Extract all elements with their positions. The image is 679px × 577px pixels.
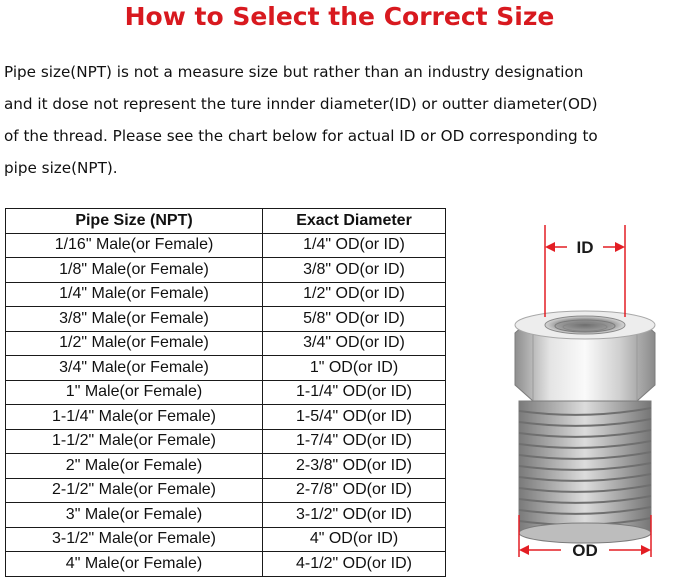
table-header-row (6, 209, 446, 234)
exact-diameter-cell: 3/4" OD(or ID) (263, 331, 446, 356)
table-row (6, 282, 446, 307)
exact-diameter-cell: 2-7/8" OD(or ID) (263, 478, 446, 503)
exact-diameter-cell: 1/4" OD(or ID) (263, 233, 446, 258)
exact-diameter-cell: 4" OD(or ID) (263, 527, 446, 552)
pipe-size-cell: 3-1/2" Male(or Female) (6, 527, 263, 552)
table-row (6, 454, 446, 479)
intro-line: Pipe size(NPT) is not a measure size but rather than an industry designation (4, 63, 584, 81)
table-row (6, 503, 446, 528)
bushing-fitting-illustration (505, 225, 675, 575)
pipe-size-cell: 1" Male(or Female) (6, 380, 263, 405)
table-row (6, 356, 446, 381)
pipe-size-cell: 3" Male(or Female) (6, 503, 263, 528)
intro-line: and it dose not represent the ture innder diameter(ID) or outter diameter(OD) (4, 95, 598, 113)
id-dimension (545, 225, 625, 317)
pipe-size-cell: 2" Male(or Female) (6, 454, 263, 479)
threaded-body (519, 401, 651, 543)
table-body (6, 233, 446, 576)
pipe-size-cell: 1/8" Male(or Female) (6, 258, 263, 283)
pipe-size-cell: 4" Male(or Female) (6, 552, 263, 577)
exact-diameter-cell: 1/2" OD(or ID) (263, 282, 446, 307)
page-title: How to Select the Correct Size (124, 2, 555, 31)
pipe-size-cell: 1-1/2" Male(or Female) (6, 429, 263, 454)
table-row (6, 478, 446, 503)
intro-line: of the thread. Please see the chart below for actual ID or OD corresponding to (4, 127, 598, 145)
exact-diameter-cell: 1-1/4" OD(or ID) (263, 380, 446, 405)
od-label: OD (572, 541, 598, 560)
table-row (6, 527, 446, 552)
pipe-size-cell: 3/8" Male(or Female) (6, 307, 263, 332)
table-row (6, 258, 446, 283)
pipe-size-cell: 3/4" Male(or Female) (6, 356, 263, 381)
table-row (6, 380, 446, 405)
intro-paragraph (4, 56, 676, 184)
table-row (6, 405, 446, 430)
table-row (6, 331, 446, 356)
exact-diameter-cell: 3-1/2" OD(or ID) (263, 503, 446, 528)
exact-diameter-cell: 4-1/2" OD(or ID) (263, 552, 446, 577)
exact-diameter-cell: 3/8" OD(or ID) (263, 258, 446, 283)
table-row (6, 307, 446, 332)
table-row (6, 233, 446, 258)
pipe-size-cell: 1/16" Male(or Female) (6, 233, 263, 258)
exact-diameter-cell: 5/8" OD(or ID) (263, 307, 446, 332)
exact-diameter-cell: 1" OD(or ID) (263, 356, 446, 381)
table-row (6, 429, 446, 454)
size-chart-table (5, 208, 446, 577)
pipe-size-cell: 1-1/4" Male(or Female) (6, 405, 263, 430)
pipe-size-cell: 1/4" Male(or Female) (6, 282, 263, 307)
table-row (6, 552, 446, 577)
pipe-size-cell: 1/2" Male(or Female) (6, 331, 263, 356)
exact-diameter-cell: 1-7/4" OD(or ID) (263, 429, 446, 454)
exact-diameter-cell: 1-5/4" OD(or ID) (263, 405, 446, 430)
hex-nut (515, 311, 655, 401)
column-header-pipe-size: Pipe Size (NPT) (6, 209, 263, 234)
intro-line: pipe size(NPT). (4, 159, 118, 177)
column-header-exact-diameter: Exact Diameter (263, 209, 446, 234)
id-label: ID (576, 238, 594, 257)
pipe-size-cell: 2-1/2" Male(or Female) (6, 478, 263, 503)
exact-diameter-cell: 2-3/8" OD(or ID) (263, 454, 446, 479)
